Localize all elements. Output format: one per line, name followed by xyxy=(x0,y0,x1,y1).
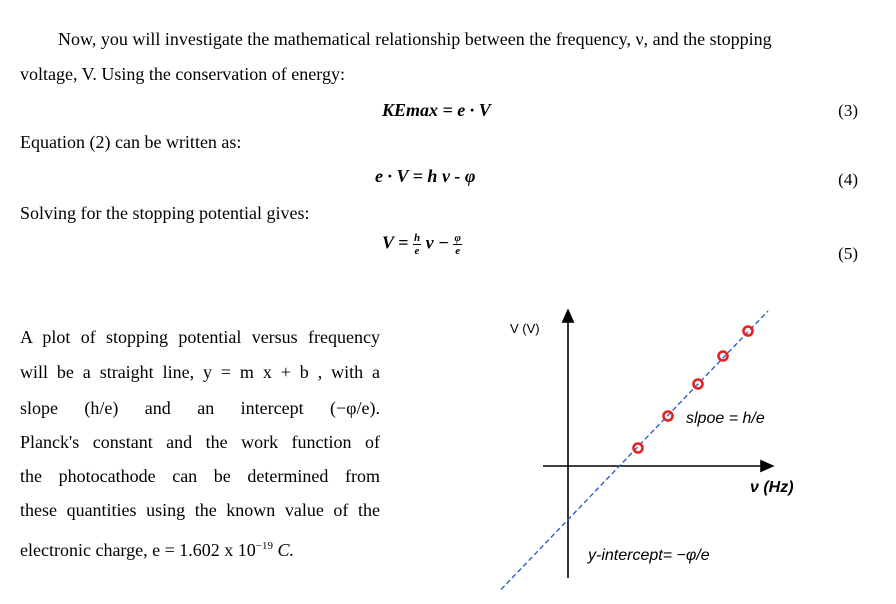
paragraph-line-4: Planck's constant and the work function of xyxy=(20,432,380,452)
paragraph-line-6: these quantities using the known value of the xyxy=(20,500,380,520)
slope-label: slpoe = h/e xyxy=(686,410,765,427)
equation-4-number: (4) xyxy=(838,170,858,189)
stopping-potential-chart xyxy=(500,300,830,590)
intro-line-2: voltage, V. Using the conservation of energy: xyxy=(20,64,345,84)
intro-line-1: Now, you will investigate the mathematical relationship between the frequency, ν, and the stopping xyxy=(58,29,772,49)
fraction-1-numerator: h xyxy=(413,232,421,244)
fraction-h-over-e xyxy=(413,232,421,257)
intercept-label: y-intercept= −φ/e xyxy=(588,547,710,564)
equation-5-number: (5) xyxy=(838,244,858,263)
equation-3-text: KEmax = e · V xyxy=(382,100,491,120)
data-point-5 xyxy=(744,327,753,336)
exponent: −19 xyxy=(255,540,273,552)
fraction-2-numerator: φ xyxy=(454,232,461,244)
y-axis-label: V (V) xyxy=(510,321,540,336)
equation-5-mid: ν − xyxy=(425,232,449,253)
data-point-4 xyxy=(719,352,728,361)
fraction-2-denominator: e xyxy=(455,245,461,257)
equation-5-lhs: V = xyxy=(382,232,409,253)
paragraph-line-3: slope (h/e) and an intercept (−φ/e). xyxy=(20,398,380,418)
data-point-1 xyxy=(634,444,643,453)
solve-label: Solving for the stopping potential gives: xyxy=(20,203,310,223)
equation-3 xyxy=(382,100,491,121)
paragraph-line-1: A plot of stopping potential versus frequency xyxy=(20,327,380,347)
coulomb-unit: C. xyxy=(272,540,294,560)
equation-4-text: e · V = h ν - φ xyxy=(375,166,476,186)
paragraph-line-2: will be a straight line, y = m x + b , with a xyxy=(20,362,380,382)
equation-5 xyxy=(382,232,462,257)
paragraph-line-5: the photocathode can be determined from xyxy=(20,466,380,486)
electron-charge-text: electronic charge, e = 1.602 x 10 xyxy=(20,540,256,560)
equation-4 xyxy=(375,166,475,187)
x-axis-label: ν (Hz) xyxy=(750,479,794,496)
fraction-1-denominator: e xyxy=(414,245,420,257)
paragraph-line-7 xyxy=(20,535,294,561)
equation-2-label: Equation (2) can be written as: xyxy=(20,132,242,152)
equation-3-number: (3) xyxy=(838,101,858,120)
fraction-phi-over-e xyxy=(453,232,461,257)
